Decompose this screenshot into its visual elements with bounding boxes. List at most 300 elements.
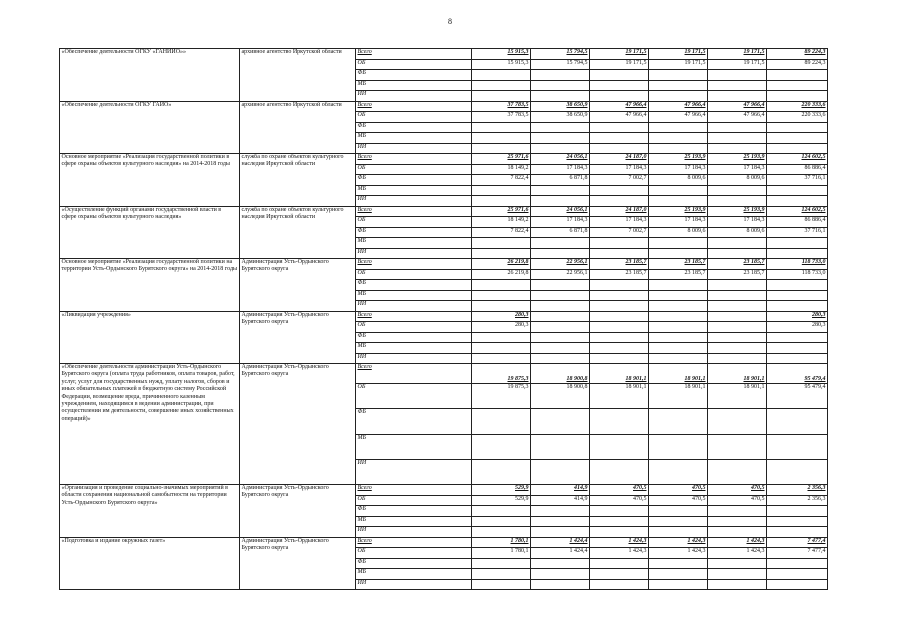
year-amount-cell: 15 915,3 [472, 49, 531, 60]
funding-source: ОБ [356, 322, 472, 333]
funding-source: Всего [356, 206, 472, 217]
year-amount-cell: 26 219,8 [472, 269, 531, 280]
year-amount-cell: 24 056,1 [531, 154, 590, 165]
funding-source: ИИ [356, 353, 472, 364]
year-amount-cell [531, 506, 590, 517]
funding-source: Всего [356, 364, 472, 384]
year-amount-cell [472, 332, 531, 343]
funding-source: ФБ [356, 409, 472, 435]
year-amount-cell [590, 527, 649, 538]
year-amount-cell: 1 424,3 [649, 548, 708, 559]
year-amount-cell [590, 332, 649, 343]
year-amount-cell [708, 343, 767, 354]
funding-source: ИИ [356, 579, 472, 590]
year-amount-cell: 25 193,9 [649, 206, 708, 217]
year-amount-cell [472, 248, 531, 259]
funding-source: Всего [356, 311, 472, 322]
total-amount-cell: 280,3 [767, 322, 828, 333]
year-amount-cell [590, 196, 649, 207]
year-amount-cell: 17 184,3 [649, 217, 708, 228]
year-amount-cell: 23 185,7 [708, 259, 767, 270]
year-amount-cell: 6 871,8 [531, 175, 590, 186]
year-amount-cell [472, 353, 531, 364]
year-amount-cell [472, 238, 531, 249]
year-amount-cell [472, 122, 531, 133]
year-amount-cell [531, 70, 590, 81]
year-amount-cell [531, 435, 590, 460]
total-amount-cell [767, 248, 828, 259]
total-amount-cell [767, 506, 828, 517]
year-amount-cell [472, 516, 531, 527]
year-amount-cell: 19 171,5 [590, 59, 649, 70]
year-amount-cell: 47 966,4 [649, 101, 708, 112]
year-amount-cell: 24 187,0 [590, 154, 649, 165]
year-amount-cell [649, 435, 708, 460]
total-amount-cell: 89 224,3 [767, 59, 828, 70]
funding-source: ФБ [356, 175, 472, 186]
funding-source: МБ [356, 185, 472, 196]
year-amount-cell: 47 966,4 [590, 112, 649, 123]
year-amount-cell [649, 301, 708, 312]
year-amount-cell [472, 579, 531, 590]
year-amount-cell: 17 184,3 [531, 217, 590, 228]
year-amount-cell [590, 569, 649, 580]
year-amount-cell [590, 80, 649, 91]
year-amount-cell [590, 460, 649, 485]
year-amount-cell [472, 301, 531, 312]
year-amount-cell [708, 248, 767, 259]
year-amount-cell [708, 506, 767, 517]
year-amount-cell [649, 506, 708, 517]
year-amount-cell: 17 184,3 [649, 164, 708, 175]
year-amount-cell: 8 009,6 [649, 175, 708, 186]
year-amount-cell: 1 424,3 [649, 537, 708, 548]
total-amount-cell [767, 290, 828, 301]
table-row-total [60, 154, 828, 165]
year-amount-cell [708, 280, 767, 291]
year-amount-cell [472, 506, 531, 517]
funding-source: Всего [356, 101, 472, 112]
year-amount-cell [531, 301, 590, 312]
funding-source: МБ [356, 435, 472, 460]
year-amount-cell [531, 133, 590, 144]
total-amount-cell: 95 479,4 [767, 384, 828, 409]
year-amount-cell [649, 143, 708, 154]
funding-source: ИИ [356, 91, 472, 102]
funding-source: Всего [356, 537, 472, 548]
year-amount-cell [708, 332, 767, 343]
year-amount-cell: 280,3 [472, 311, 531, 322]
year-amount-cell: 23 185,7 [649, 259, 708, 270]
funding-source: МБ [356, 516, 472, 527]
total-amount-cell: 86 886,4 [767, 217, 828, 228]
year-amount-cell [472, 196, 531, 207]
year-amount-cell [649, 185, 708, 196]
year-amount-cell [649, 579, 708, 590]
year-amount-cell: 414,9 [531, 485, 590, 496]
year-amount-cell: 15 794,5 [531, 59, 590, 70]
year-amount-cell: 15 794,5 [531, 49, 590, 60]
funding-source: ФБ [356, 227, 472, 238]
year-amount-cell [649, 70, 708, 81]
year-amount-cell: 23 185,7 [590, 259, 649, 270]
year-amount-cell [472, 460, 531, 485]
activity-description: «Обеспечение деятельности ОГКУ «ГАНИИО»» [60, 49, 240, 102]
year-amount-cell: 1 780,1 [472, 537, 531, 548]
activity-executor: Администрация Усть-Ордынского Бурятского округа [240, 537, 356, 590]
year-amount-cell [708, 122, 767, 133]
total-amount-cell [767, 409, 828, 435]
year-amount-cell: 37 783,5 [472, 112, 531, 123]
year-amount-cell [708, 322, 767, 333]
year-amount-cell: 38 650,9 [531, 112, 590, 123]
funding-source: ИИ [356, 143, 472, 154]
funding-source: ОБ [356, 269, 472, 280]
year-amount-cell [531, 322, 590, 333]
funding-source: МБ [356, 80, 472, 91]
year-amount-cell: 24 056,1 [531, 206, 590, 217]
year-amount-cell [590, 280, 649, 291]
table-row-total [60, 311, 828, 322]
year-amount-cell: 1 424,3 [590, 548, 649, 559]
year-amount-cell: 17 184,3 [708, 217, 767, 228]
activity-description: «Ликвидация учреждения» [60, 311, 240, 364]
year-amount-cell [472, 569, 531, 580]
year-amount-cell [708, 579, 767, 590]
funding-source: МБ [356, 290, 472, 301]
total-amount-cell [767, 91, 828, 102]
funding-source: МБ [356, 343, 472, 354]
year-amount-cell: 18 900,8 [531, 364, 590, 384]
total-amount-cell: 124 602,5 [767, 154, 828, 165]
year-amount-cell: 470,5 [590, 485, 649, 496]
year-amount-cell: 25 193,9 [708, 154, 767, 165]
total-amount-cell [767, 353, 828, 364]
year-amount-cell [531, 311, 590, 322]
page-number: 8 [448, 17, 452, 26]
funding-source: ФБ [356, 558, 472, 569]
year-amount-cell: 7 822,4 [472, 175, 531, 186]
total-amount-cell [767, 569, 828, 580]
total-amount-cell [767, 280, 828, 291]
year-amount-cell: 24 187,0 [590, 206, 649, 217]
funding-source: ИИ [356, 460, 472, 485]
table-row-total [60, 537, 828, 548]
year-amount-cell: 1 424,4 [531, 548, 590, 559]
year-amount-cell [649, 311, 708, 322]
year-amount-cell [590, 311, 649, 322]
year-amount-cell [590, 238, 649, 249]
year-amount-cell: 19 171,5 [590, 49, 649, 60]
year-amount-cell [649, 122, 708, 133]
activity-description: Основное мероприятие «Реализация государственной политики на территории Усть-Ордынского Бурятского округа» на 2014-2018 годы [60, 259, 240, 312]
funding-source: ФБ [356, 280, 472, 291]
year-amount-cell [708, 527, 767, 538]
year-amount-cell [590, 185, 649, 196]
year-amount-cell [472, 133, 531, 144]
year-amount-cell [708, 516, 767, 527]
total-amount-cell: 37 716,1 [767, 227, 828, 238]
year-amount-cell: 18 901,1 [649, 364, 708, 384]
funding-source: ОБ [356, 548, 472, 559]
year-amount-cell [590, 579, 649, 590]
year-amount-cell [708, 460, 767, 485]
year-amount-cell: 470,5 [590, 495, 649, 506]
funding-source: Всего [356, 49, 472, 60]
year-amount-cell [649, 290, 708, 301]
total-amount-cell [767, 435, 828, 460]
year-amount-cell: 25 193,9 [649, 154, 708, 165]
year-amount-cell [531, 238, 590, 249]
total-amount-cell: 280,3 [767, 311, 828, 322]
funding-source: МБ [356, 238, 472, 249]
total-amount-cell: 118 733,0 [767, 269, 828, 280]
year-amount-cell [590, 122, 649, 133]
total-amount-cell [767, 343, 828, 354]
year-amount-cell [649, 332, 708, 343]
year-amount-cell [531, 409, 590, 435]
funding-source: ИИ [356, 301, 472, 312]
activity-executor: Администрация Усть-Ордынского Бурятского округа [240, 485, 356, 538]
year-amount-cell [590, 301, 649, 312]
total-amount-cell [767, 527, 828, 538]
year-amount-cell: 17 184,3 [531, 164, 590, 175]
funding-source: ОБ [356, 164, 472, 175]
total-amount-cell: 2 356,3 [767, 485, 828, 496]
year-amount-cell [531, 332, 590, 343]
year-amount-cell: 1 424,3 [708, 537, 767, 548]
funding-source: ИИ [356, 196, 472, 207]
year-amount-cell [531, 516, 590, 527]
year-amount-cell: 23 185,7 [708, 269, 767, 280]
total-amount-cell [767, 332, 828, 343]
total-amount-cell [767, 143, 828, 154]
table-row-total [60, 485, 828, 496]
budget-table [59, 48, 828, 590]
year-amount-cell [649, 238, 708, 249]
year-amount-cell: 8 009,6 [708, 227, 767, 238]
year-amount-cell [531, 248, 590, 259]
year-amount-cell [531, 460, 590, 485]
year-amount-cell: 18 901,1 [708, 364, 767, 384]
year-amount-cell: 26 219,8 [472, 259, 531, 270]
year-amount-cell [590, 248, 649, 259]
activity-description: «Организация и проведение социально-значимых мероприятий в области сохранения национальной самобытности на территории Усть-Ордынского Бурятского округа» [60, 485, 240, 538]
funding-source: ОБ [356, 384, 472, 409]
year-amount-cell: 1 424,4 [531, 537, 590, 548]
year-amount-cell [531, 91, 590, 102]
funding-source: ОБ [356, 495, 472, 506]
year-amount-cell [590, 133, 649, 144]
year-amount-cell [708, 311, 767, 322]
total-amount-cell: 220 333,6 [767, 101, 828, 112]
year-amount-cell: 19 875,3 [472, 364, 531, 384]
total-amount-cell: 89 224,3 [767, 49, 828, 60]
year-amount-cell: 7 822,4 [472, 227, 531, 238]
year-amount-cell [472, 91, 531, 102]
year-amount-cell: 17 184,3 [590, 164, 649, 175]
year-amount-cell [708, 196, 767, 207]
total-amount-cell: 37 716,1 [767, 175, 828, 186]
year-amount-cell: 8 009,6 [649, 227, 708, 238]
funding-source: ИИ [356, 527, 472, 538]
year-amount-cell [649, 196, 708, 207]
year-amount-cell [531, 558, 590, 569]
year-amount-cell [590, 322, 649, 333]
year-amount-cell: 470,5 [708, 485, 767, 496]
year-amount-cell [590, 558, 649, 569]
year-amount-cell [531, 343, 590, 354]
year-amount-cell [472, 290, 531, 301]
year-amount-cell [708, 301, 767, 312]
table-row-total [60, 206, 828, 217]
total-amount-cell [767, 579, 828, 590]
year-amount-cell [531, 122, 590, 133]
year-amount-cell [531, 196, 590, 207]
year-amount-cell: 47 966,4 [708, 101, 767, 112]
year-amount-cell: 18 149,2 [472, 164, 531, 175]
table-body [60, 49, 828, 590]
year-amount-cell: 18 901,1 [590, 384, 649, 409]
funding-source: Всего [356, 259, 472, 270]
year-amount-cell: 18 901,1 [649, 384, 708, 409]
year-amount-cell [649, 527, 708, 538]
year-amount-cell: 19 171,5 [649, 49, 708, 60]
year-amount-cell [472, 80, 531, 91]
total-amount-cell: 118 733,0 [767, 259, 828, 270]
total-amount-cell [767, 301, 828, 312]
activity-executor: служба по охране объектов культурного наследия Иркутской области [240, 206, 356, 259]
year-amount-cell [472, 70, 531, 81]
year-amount-cell [590, 435, 649, 460]
year-amount-cell [531, 80, 590, 91]
year-amount-cell: 18 900,8 [531, 384, 590, 409]
year-amount-cell [472, 409, 531, 435]
total-amount-cell: 220 333,6 [767, 112, 828, 123]
year-amount-cell [472, 435, 531, 460]
year-amount-cell: 25 971,6 [472, 206, 531, 217]
year-amount-cell [649, 409, 708, 435]
year-amount-cell: 15 915,3 [472, 59, 531, 70]
year-amount-cell: 37 783,5 [472, 101, 531, 112]
total-amount-cell: 7 477,4 [767, 548, 828, 559]
total-amount-cell: 86 886,4 [767, 164, 828, 175]
year-amount-cell [590, 343, 649, 354]
year-amount-cell [649, 569, 708, 580]
year-amount-cell: 47 966,4 [590, 101, 649, 112]
activity-description: Основное мероприятие «Реализация государственной политики в сфере охраны объектов культурного наследия» на 2014-2018 годы [60, 154, 240, 207]
year-amount-cell: 470,5 [649, 485, 708, 496]
funding-source: ОБ [356, 217, 472, 228]
funding-source: ФБ [356, 332, 472, 343]
total-amount-cell [767, 80, 828, 91]
year-amount-cell: 25 971,6 [472, 154, 531, 165]
total-amount-cell [767, 185, 828, 196]
year-amount-cell: 18 901,1 [590, 364, 649, 384]
year-amount-cell [649, 343, 708, 354]
year-amount-cell [531, 280, 590, 291]
total-amount-cell [767, 196, 828, 207]
year-amount-cell [531, 569, 590, 580]
activity-executor: архивное агентство Иркутской области [240, 101, 356, 154]
total-amount-cell: 95 479,4 [767, 364, 828, 384]
total-amount-cell: 7 477,4 [767, 537, 828, 548]
year-amount-cell [472, 280, 531, 291]
year-amount-cell: 470,5 [649, 495, 708, 506]
total-amount-cell [767, 122, 828, 133]
year-amount-cell: 47 966,4 [708, 112, 767, 123]
year-amount-cell [708, 558, 767, 569]
year-amount-cell [472, 143, 531, 154]
year-amount-cell [531, 185, 590, 196]
year-amount-cell [649, 460, 708, 485]
year-amount-cell: 19 171,5 [708, 59, 767, 70]
funding-source: ОБ [356, 112, 472, 123]
activity-description: «Обеспечение деятельности ОГКУ ГАИО» [60, 101, 240, 154]
year-amount-cell [649, 322, 708, 333]
activity-executor: Администрация Усть-Ордынского Бурятского округа [240, 259, 356, 312]
year-amount-cell: 7 002,7 [590, 227, 649, 238]
year-amount-cell [472, 558, 531, 569]
year-amount-cell [531, 353, 590, 364]
year-amount-cell [590, 409, 649, 435]
activity-description: «Осуществление функций органами государственной власти в сфере охраны объектов культурного наследия» [60, 206, 240, 259]
year-amount-cell [590, 143, 649, 154]
total-amount-cell [767, 460, 828, 485]
year-amount-cell: 529,9 [472, 495, 531, 506]
year-amount-cell: 23 185,7 [649, 269, 708, 280]
year-amount-cell [590, 290, 649, 301]
total-amount-cell: 2 356,3 [767, 495, 828, 506]
year-amount-cell: 8 009,6 [708, 175, 767, 186]
year-amount-cell: 18 901,1 [708, 384, 767, 409]
year-amount-cell: 1 780,1 [472, 548, 531, 559]
year-amount-cell [649, 280, 708, 291]
activity-description: «Подготовка и издание окружных газет» [60, 537, 240, 590]
year-amount-cell: 18 149,2 [472, 217, 531, 228]
year-amount-cell: 529,9 [472, 485, 531, 496]
year-amount-cell: 47 966,4 [649, 112, 708, 123]
funding-source: ФБ [356, 506, 472, 517]
year-amount-cell: 19 171,5 [708, 49, 767, 60]
total-amount-cell [767, 133, 828, 144]
table-row-total [60, 364, 828, 384]
year-amount-cell [649, 558, 708, 569]
funding-source: ФБ [356, 122, 472, 133]
year-amount-cell [590, 70, 649, 81]
year-amount-cell [649, 80, 708, 91]
year-amount-cell [531, 527, 590, 538]
funding-source: ИИ [356, 248, 472, 259]
year-amount-cell [590, 516, 649, 527]
year-amount-cell [708, 353, 767, 364]
total-amount-cell [767, 516, 828, 527]
year-amount-cell [531, 143, 590, 154]
activity-description: «Обеспечение деятельности администрации Усть-Ордынского Бурятского округа (оплата труда работников, оплата товаров, работ, услуг, услуг для государственных нужд, уплату налогов, сборов и иных обязательных платежей в бюджетную систему Российской Федерации, возмещение вреда, причиненного казенным учреждением, находящимся в ведении администрации, при осуществлении им деятельности, совершение иных хозяйственных операций)» [60, 364, 240, 485]
activity-executor: Администрация Усть-Ордынского Бурятского округа [240, 311, 356, 364]
year-amount-cell: 22 956,1 [531, 269, 590, 280]
year-amount-cell [708, 133, 767, 144]
year-amount-cell [590, 506, 649, 517]
year-amount-cell [472, 185, 531, 196]
year-amount-cell: 38 650,9 [531, 101, 590, 112]
year-amount-cell [531, 579, 590, 590]
table-row-total [60, 101, 828, 112]
year-amount-cell: 470,5 [708, 495, 767, 506]
total-amount-cell: 124 602,5 [767, 206, 828, 217]
total-amount-cell [767, 70, 828, 81]
year-amount-cell: 19 171,5 [649, 59, 708, 70]
